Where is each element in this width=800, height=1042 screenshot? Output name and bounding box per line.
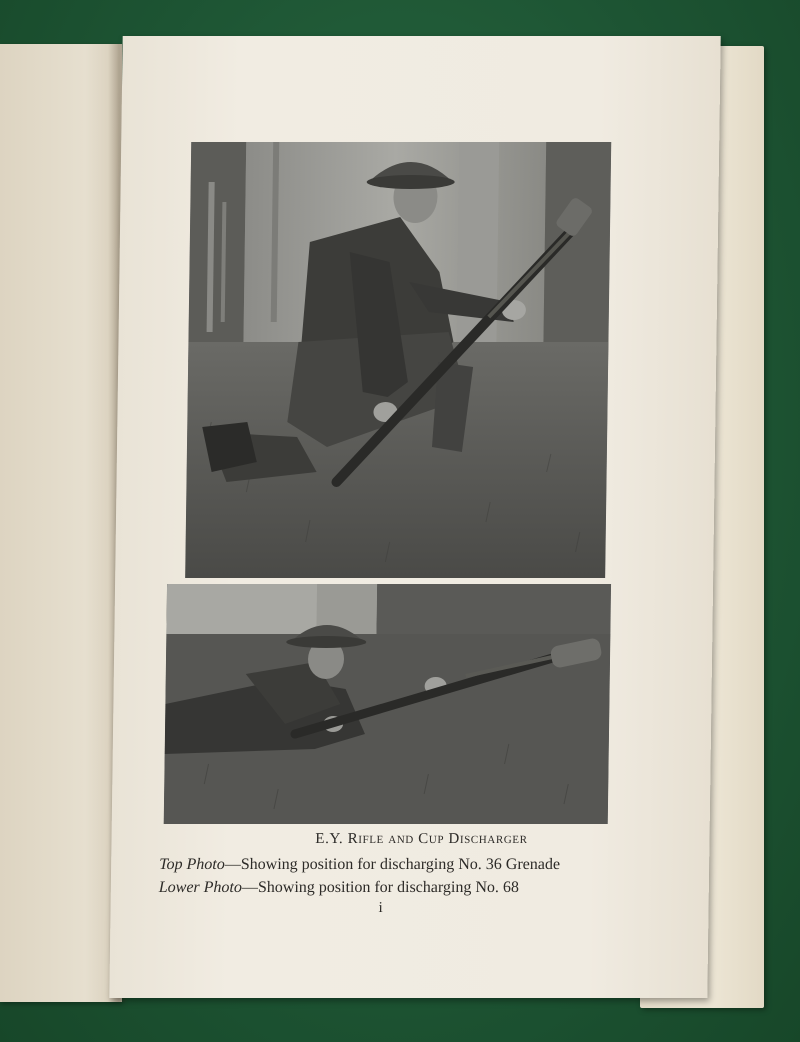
page-number: i: [378, 900, 383, 916]
caption-line-top-photo: [159, 856, 560, 874]
caption-text-top: —Showing position for discharging No. 36 Grenade: [224, 856, 561, 873]
top-photo-kneeling-soldier: [185, 142, 611, 578]
caption-title: E.Y. Rifle and Cup Discharger: [315, 831, 528, 847]
booklet-page: [109, 36, 720, 998]
left-facing-page: [0, 44, 122, 1002]
caption-label-top: Top Photo: [159, 856, 225, 873]
lower-photo-prone-soldier: [164, 584, 611, 824]
caption-text-lower: —Showing position for discharging No. 68: [241, 879, 520, 896]
caption-label-lower: Lower Photo: [158, 879, 243, 896]
caption-line-lower-photo: [159, 879, 519, 897]
lower-photo-illustration: [164, 584, 611, 824]
top-photo-illustration: [185, 142, 611, 578]
